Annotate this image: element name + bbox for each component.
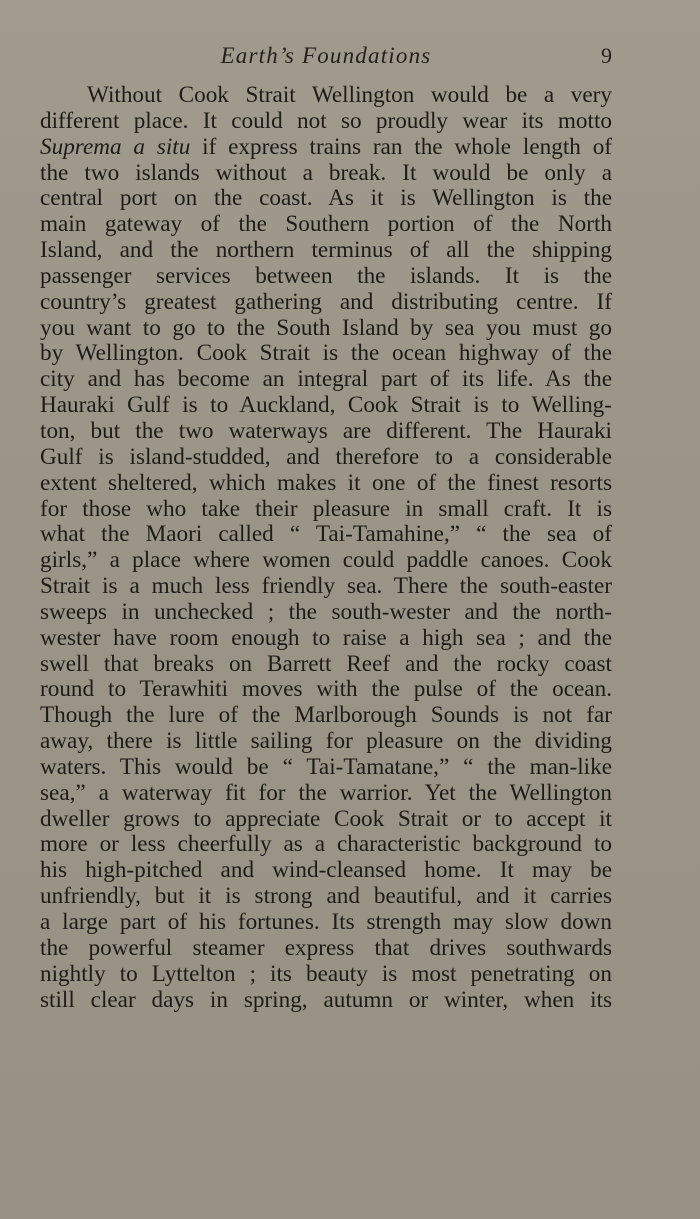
text-line-26: away, there is little sailing for pleasure on the dividing	[40, 729, 612, 755]
page-number: 9	[601, 43, 612, 68]
text-line-5: central port on the coast. As it is Wellington is the	[40, 186, 612, 212]
running-title: Earth’s Foundations	[220, 43, 432, 68]
text-line-7: Island, and the northern terminus of all the shipping	[40, 238, 612, 264]
text-line-9: country’s greatest gathering and distributing centre. If	[40, 289, 612, 315]
text-line-36: still clear days in spring, autumn or winter, when its	[40, 987, 612, 1013]
text-line-13: Hauraki Gulf is to Auckland, Cook Strait is to Welling-	[40, 393, 612, 419]
text-line-6: main gateway of the Southern portion of the North	[40, 212, 612, 238]
text-line-23: swell that breaks on Barrett Reef and the rocky coast	[40, 651, 612, 677]
text-line-32: unfriendly, but it is strong and beautiful, and it carries	[40, 884, 612, 910]
text-line-18: what the Maori called “ Tai-Tamahine,” “ the sea of	[40, 522, 612, 548]
text-line-20: Strait is a much less friendly sea. There the south-easter	[40, 574, 612, 600]
text-line-14: ton, but the two waterways are different. The Hauraki	[40, 418, 612, 444]
text-line-15: Gulf is island-studded, and therefore to a considerable	[40, 444, 612, 470]
text-line-3	[40, 135, 612, 161]
text-line-24: round to Terawhiti moves with the pulse of the ocean.	[40, 677, 612, 703]
text-line-4: the two islands without a break. It would be only a	[40, 160, 612, 186]
running-head	[40, 43, 612, 73]
text-line-1: Without Cook Strait Wellington would be a very	[87, 83, 612, 108]
text-line-12: city and has become an integral part of its life. As the	[40, 367, 612, 393]
text-line-34: the powerful steamer express that drives southwards	[40, 935, 612, 961]
text-line-33: a large part of his fortunes. Its strength may slow down	[40, 910, 612, 935]
text-line-3-rest: if express trains ran the whole length of	[190, 134, 612, 160]
text-line-19: girls,” a place where women could paddle canoes. Cook	[40, 548, 612, 574]
text-line-25: Though the lure of the Marlborough Sounds is not far	[40, 703, 612, 729]
text-line-17: for those who take their pleasure in small craft. It is	[40, 496, 612, 522]
text-line-31: his high-pitched and wind-cleansed home. It may be	[40, 858, 612, 884]
text-line-16: extent sheltered, which makes it one of the finest resorts	[40, 470, 612, 496]
body-text	[40, 83, 612, 1013]
text-line-8: passenger services between the islands. It is the	[40, 263, 612, 289]
text-line-28: sea,” a waterway fit for the warrior. Yet the Wellington	[40, 780, 612, 806]
text-line-10: you want to go to the South Island by sea you must go	[40, 315, 612, 341]
motto-italic: Suprema a situ	[40, 134, 191, 160]
text-line-21: sweeps in unchecked ; the south-wester and the north-	[40, 599, 612, 625]
text-line-30: more or less cheerfully as a characteristic background to	[40, 832, 612, 858]
text-line-27: waters. This would be “ Tai-Tamatane,” “ the man-like	[40, 754, 612, 780]
text-line-2: different place. It could not so proudly wear its motto	[40, 108, 612, 134]
text-line-22: wester have room enough to raise a high sea ; and the	[40, 625, 612, 651]
text-line-29: dweller grows to appreciate Cook Strait or to accept it	[40, 806, 612, 832]
text-line-35: nightly to Lyttelton ; its beauty is most penetrating on	[40, 961, 612, 987]
text-line-11: by Wellington. Cook Strait is the ocean highway of the	[40, 341, 612, 367]
